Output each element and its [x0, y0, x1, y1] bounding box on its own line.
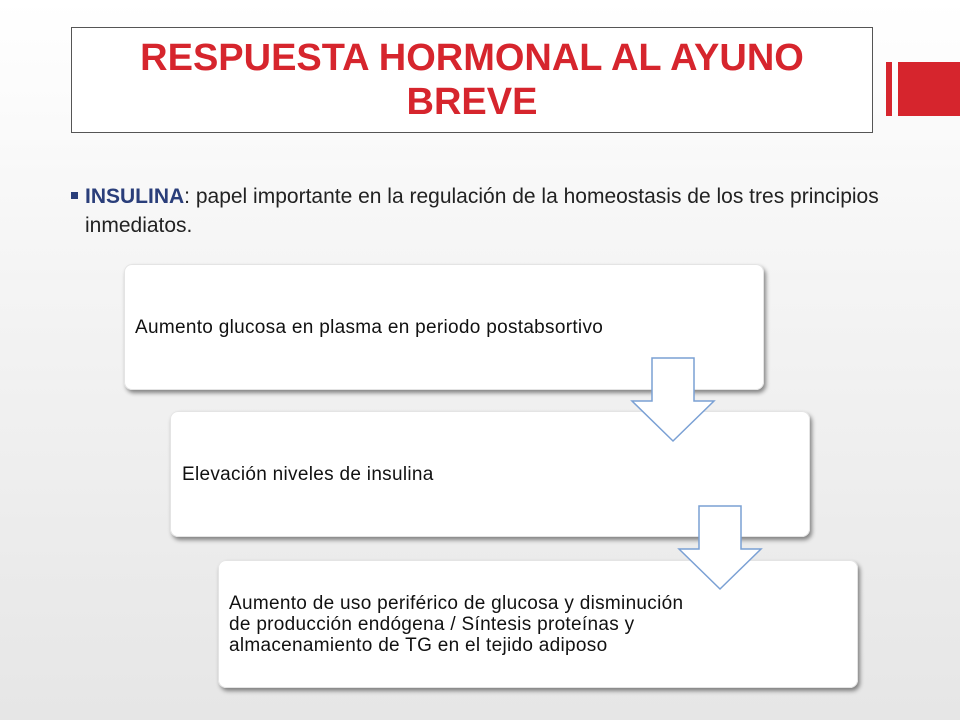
- flow-step-2-text: Elevación niveles de insulina: [182, 463, 434, 485]
- flow-step-1-text: Aumento glucosa en plasma en periodo postabsortivo: [135, 316, 604, 338]
- slide-title-line-1: RESPUESTA HORMONAL AL AYUNO: [140, 37, 804, 79]
- down-arrow-icon: [630, 357, 716, 443]
- bullet-point: [71, 182, 881, 240]
- accent-bar-thin: [886, 62, 892, 116]
- down-arrow-icon: [677, 505, 763, 591]
- bullet-description: : papel importante en la regulación de la homeostasis de los tres principios inmediatos.: [85, 185, 879, 237]
- square-bullet-icon: [71, 192, 78, 199]
- accent-bar-block: [898, 62, 960, 116]
- bullet-text: [85, 182, 881, 240]
- flow-step-3-text: Aumento de uso periférico de glucosa y disminución de producción endógena / Síntesis proteínas y almacenamiento de TG en el tejido adiposo: [229, 592, 684, 656]
- slide-title-line-2: BREVE: [406, 81, 538, 123]
- bullet-keyword: INSULINA: [85, 185, 185, 208]
- slide-title-box: [71, 27, 873, 133]
